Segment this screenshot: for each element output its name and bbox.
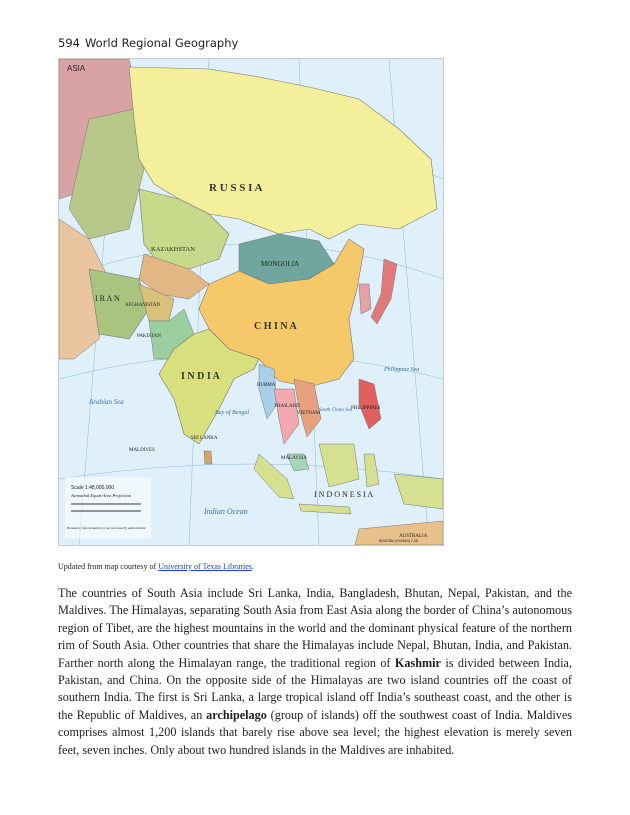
philippines-label: PHILIPPINES [351, 406, 381, 411]
maldives-label: MALDIVES [129, 448, 155, 453]
iran-label: I R A N [95, 294, 120, 303]
java-shape [299, 504, 351, 514]
japan-shape [371, 259, 397, 324]
philippine-sea-label: Philippine Sea [384, 367, 420, 373]
running-head [58, 36, 238, 50]
malaysia-label: MALAYSIA [281, 456, 307, 461]
indonesia-label: I N D O N E S I A [314, 490, 374, 499]
term-kashmir: Kashmir [394, 655, 441, 670]
philippines-shape [359, 379, 381, 429]
india-label: I N D I A [181, 371, 220, 382]
projection-text: Azimuthal Equal-Area Projection [71, 493, 132, 498]
south-china-sea-label: South China Sea [319, 408, 353, 413]
indian-ocean-label: Indian Ocean [204, 507, 248, 516]
mongolia-label: MONGOLIA [261, 260, 300, 268]
bay-of-bengal-label: Bay of Bengal [215, 410, 249, 416]
borneo-shape [319, 444, 359, 487]
russia-label: R U S S I A [209, 182, 263, 194]
arabian-sea-label: Arabian Sea [89, 398, 124, 406]
book-title: World Regional Geography [84, 36, 239, 50]
paragraph-part-2: is divided between India, Pakistan, and China. On the opposite side of the Himalayas are two island countries off the coast of southern India. The first is Sri Lanka, a large tropical island off India’s southeast coast, and the other is the Republic of Maldives, an [58, 655, 572, 722]
australia-label: AUSTRALIA [399, 534, 428, 539]
map-caption [58, 562, 254, 571]
pakistan-label: PAKISTAN [137, 334, 161, 339]
map-code: 803378AI (G00543) 7-08 [379, 539, 418, 543]
thailand-shape [274, 389, 299, 444]
china-label: C H I N A [254, 321, 297, 332]
asia-map-graphic [59, 59, 443, 545]
paragraph-part-1: The countries of South Asia include Sri Lanka, India, Bangladesh, Bhutan, Nepal, Pakistan, and the Maldives. The Himalayas, separating South Asia from East Asia along the border of China’s autonomous region of Tibet, are the highest mountains in the world and the dominant physical feature of the northern rim of South Asia. Other countries that share the Himalayas include Nepal, Bhutan, India, and Pakistan. Farther north along the Himalayan range, the traditional region of [58, 586, 572, 670]
paragraph-part-3: (group of islands) off the southwest coast of India. Maldives comprises almost 1,200 islands that barely rise above sea level; the highest elevation is merely seven feet, seven inches. Only about two hundred islands in the Maldives are inhabited. [58, 707, 573, 757]
afghanistan-label: AFGHANISTAN [125, 303, 161, 308]
page-number: 594 [58, 36, 80, 50]
map-title: ASIA [67, 64, 86, 73]
sri-lanka-shape [204, 451, 212, 464]
asia-map [58, 58, 444, 546]
scale-text: Scale 1:48,000,000 [71, 485, 115, 491]
caption-suffix: . [251, 562, 254, 571]
term-archipelago: archipelago [206, 707, 267, 722]
body-paragraph [58, 585, 572, 759]
kazakhstan-label: KAZAKHSTAN [151, 246, 195, 253]
sri-lanka-label: SRI LANKA [191, 436, 218, 441]
boundary-note: Boundary representation is not necessarily authoritative [67, 526, 146, 530]
caption-prefix: Updated from map courtesy of [58, 562, 159, 571]
vietnam-label: VIETNAM [297, 411, 321, 416]
sulawesi-shape [364, 454, 379, 487]
university-of-texas-link[interactable]: University of Texas Libraries [158, 562, 252, 571]
thailand-label: THAILAND [274, 404, 300, 409]
new-guinea-shape [394, 474, 443, 509]
burma-label: BURMA [257, 383, 276, 388]
korea-shape [359, 284, 371, 314]
